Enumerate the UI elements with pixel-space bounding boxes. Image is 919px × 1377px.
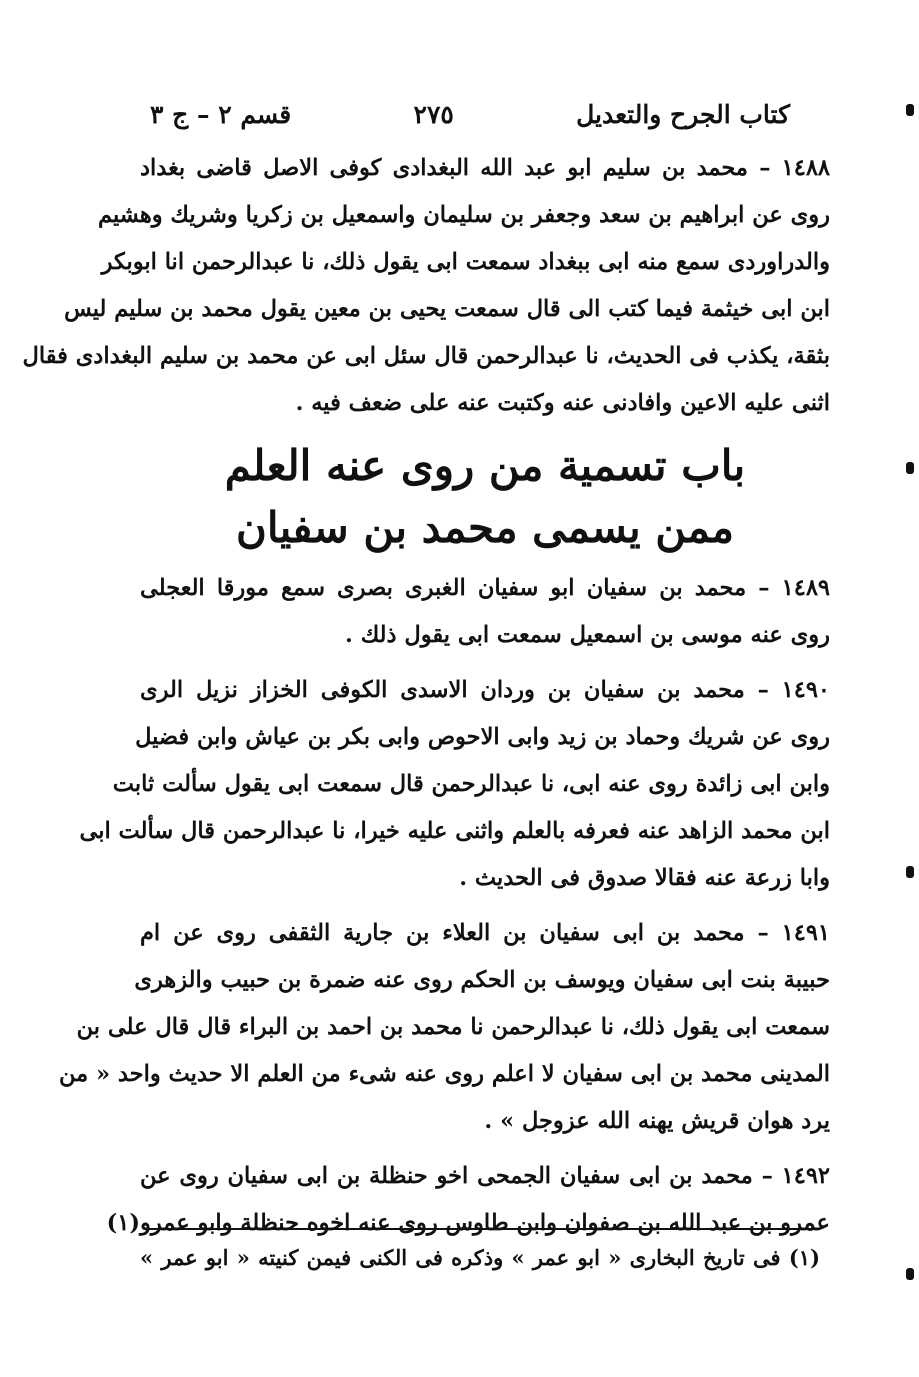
text-line: وابا زرعة عنه فقالا صدوق فى الحديث . (459, 865, 830, 891)
text-line: عمرو بن عبد الله بن صفوان وابن طاوس روى عنه اخوه حنظلة وابو عمرو(١) (106, 1210, 830, 1236)
text-line: ١٤٨٩ – محمد بن سفيان ابو سفيان الغبرى بصرى سمع مورقا العجلى (140, 575, 830, 601)
chapter-heading-line-2: ممن يسمى محمد بن سفيان (235, 503, 735, 552)
text-line: ابن محمد الزاهد عنه فعرفه بالعلم واثنى عليه خيرا، نا عبدالرحمن قال سألت ابى (79, 818, 830, 844)
margin-mark (906, 104, 914, 116)
text-line: اثنى عليه الاعين وافادنى عنه وكتبت عنه على ضعف فيه . (295, 390, 830, 416)
text-line: المدينى محمد بن ابى سفيان لا اعلم روى عنه شىء من العلم الا حديث واحد « من (58, 1061, 830, 1087)
margin-mark (906, 462, 914, 474)
text-line: حبيبة بنت ابى سفيان ويوسف بن الحكم روى عنه ضمرة بن حبيب والزهرى (134, 967, 830, 993)
book-title: كتاب الجرح والتعديل (576, 99, 790, 129)
text-line: سمعت ابى يقول ذلك، نا عبدالرحمن نا محمد بن احمد بن البراء قال قال على بن (76, 1014, 830, 1040)
entry-1489 (140, 565, 830, 659)
chapter-heading-line-1: باب تسمية من روى عنه العلم (224, 441, 746, 490)
entry-1491 (58, 910, 830, 1145)
chapter-heading (140, 435, 830, 559)
text-line: ١٤٨٨ – محمد بن سليم ابو عبد الله البغدادى كوفى الاصل قاضى بغداد (140, 155, 830, 181)
margin-mark (906, 866, 914, 878)
text-line: روى عن ابراهيم بن سعد وجعفر بن سليمان واسمعيل بن زكريا وشريك وهشيم (98, 202, 830, 228)
entry-1490 (79, 667, 830, 902)
text-line: بثقة، يكذب فى الحديث، نا عبدالرحمن قال سئل ابى عن محمد بن سليم البغدادى فقال (22, 343, 830, 369)
entry-1492 (106, 1153, 830, 1247)
entry-1488 (22, 145, 830, 427)
text-line: يرد هوان قريش يهنه الله عزوجل » . (484, 1108, 830, 1134)
running-header (150, 92, 790, 136)
margin-mark (906, 1268, 914, 1280)
text-line: ١٤٩٢ – محمد بن ابى سفيان الجمحى اخو حنظلة بن ابى سفيان روى عن (140, 1163, 830, 1189)
text-line: ابن ابى خيثمة فيما كتب الى قال سمعت يحيى بن معين يقول محمد بن سليم ليس (64, 296, 830, 322)
section-volume: قسم ٢ – ج ٣ (150, 99, 292, 129)
footnote-divider (145, 1228, 817, 1230)
text-line: وابن ابى زائدة روى عنه ابى، نا عبدالرحمن قال سمعت ابى يقول سألت ثابت (112, 771, 830, 797)
text-line: ١٤٩٠ – محمد بن سفيان بن وردان الاسدى الكوفى الخزاز نزيل الرى (140, 677, 830, 703)
text-line: روى عنه موسى بن اسمعيل سمعت ابى يقول ذلك . (345, 622, 830, 648)
text-line: والدراوردى سمع منه ابى ببغداد سمعت ابى يقول ذلك، نا عبدالرحمن انا ابوبكر (101, 249, 830, 275)
footnote: (١) فى تاريخ البخارى « ابو عمر » وذكره فى الكنى فيمن كنيته « ابو عمر » (140, 1245, 820, 1270)
text-line: روى عن شريك وحماد بن زيد وابى الاحوص وابى بكر بن عياش وابن فضيل (135, 724, 830, 750)
page-number: ٢٧٥ (413, 99, 454, 129)
text-line: ١٤٩١ – محمد بن ابى سفيان بن العلاء بن جارية الثقفى روى عن ام (140, 920, 830, 946)
main-text (22, 145, 830, 1247)
